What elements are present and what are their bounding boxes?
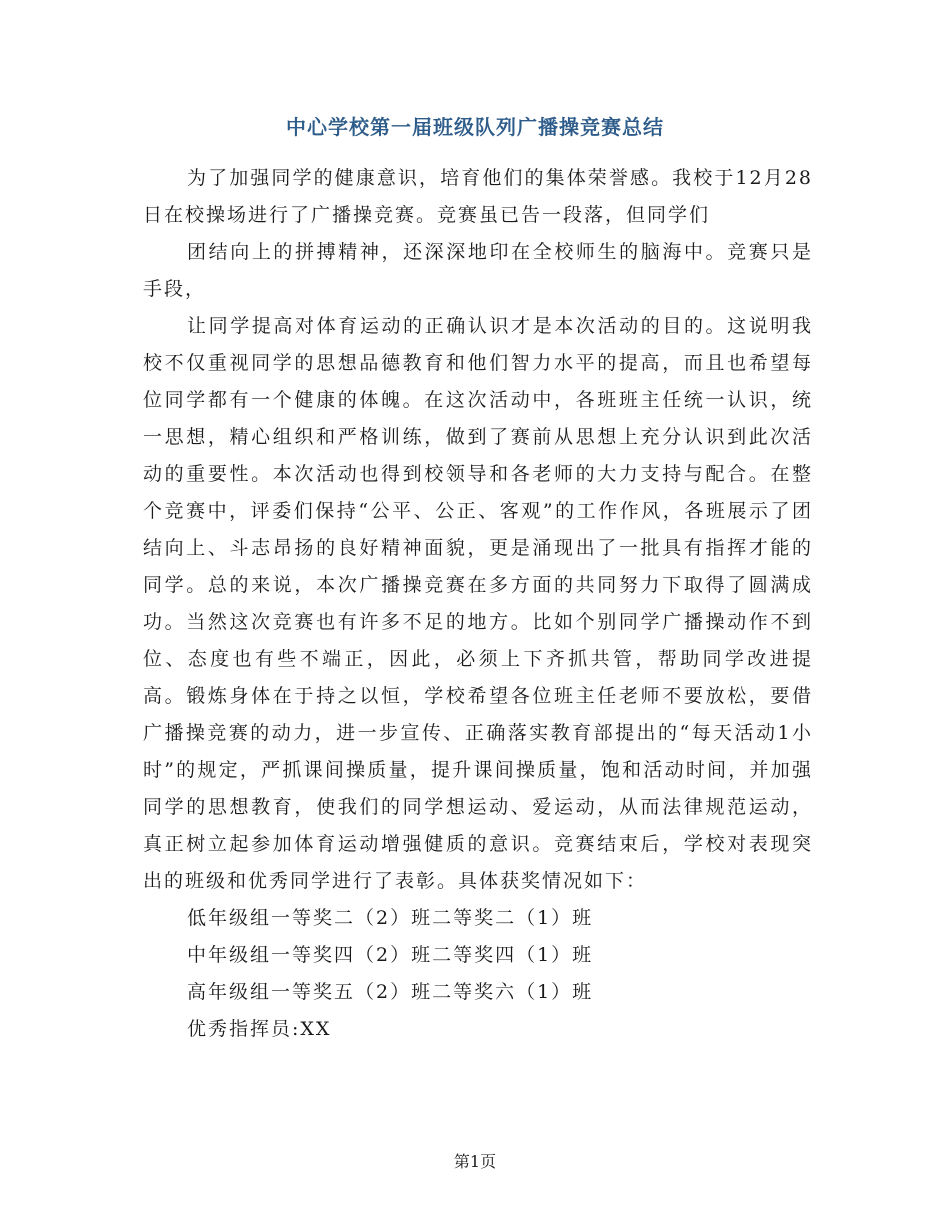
document-title: 中心学校第一届班级队列广播操竞赛总结 — [286, 115, 664, 139]
award-line-upper-grade: 高年级组一等奖五（2）班二等奖六（1）班 — [187, 981, 594, 1003]
paragraph-purpose: 让同学提高对体育运动的正确认识才是本次活动的目的。这说明我校不仅重视同学的思想品德教育和他们智力水平的提高，而且也希望每位同学都有一个健康的体魄。在这次活动中，各班班主任统一认识，统一思想，精心组织和严格训练，做到了赛前从思想上充分认识到此次活动的重要性。本次活动也得到校领导和各老师的大力支持与配合。在整个竞赛中，评委们保持“公平、公正、客观”的工作作风，各班展示了团结向上、斗志昂扬的良好精神面貌，更是涌现出了一批具有指挥才能的同学。总的来说，本次广播操竞赛在多方面的共同努力下取得了圆满成功。当然这次竞赛也有许多不足的地方。比如个别同学广播操动作不到位、态度也有些不端正，因此，必须上下齐抓共管，帮助同学改进提高。锻炼身体在于持之以恒，学校希望各位班主任老师不要放松，要借广播操竞赛的动力，进一步宣传、正确落实教育部提出的“每天活动1小时”的规定，严抓课间操质量，提升课间操质量，饱和活动时间，并加强同学的思想教育，使我们的同学想运动、爱运动，从而法律规范运动，真正树立起参加体育运动增强健质的意识。竞赛结束后，学校对表现突出的班级和优秀同学进行了表彰。具体获奖情况如下： — [143, 315, 813, 892]
page-number: 第1页 — [453, 1152, 497, 1171]
paragraph-intro: 为了加强同学的健康意识，培育他们的集体荣誉感。我校于12月28日在校操场进行了广播操竞赛。竞赛虽已告一段落，但同学们 — [143, 167, 813, 226]
award-line-middle-grade: 中年级组一等奖四（2）班二等奖四（1）班 — [187, 944, 594, 966]
paragraph-spirit: 团结向上的拼搏精神，还深深地印在全校师生的脑海中。竞赛只是手段， — [143, 241, 813, 300]
award-line-lower-grade: 低年级组一等奖二（2）班二等奖二（1）班 — [187, 907, 594, 929]
award-line-conductor: 优秀指挥员:XX — [187, 1018, 332, 1040]
document-body — [143, 160, 813, 1048]
